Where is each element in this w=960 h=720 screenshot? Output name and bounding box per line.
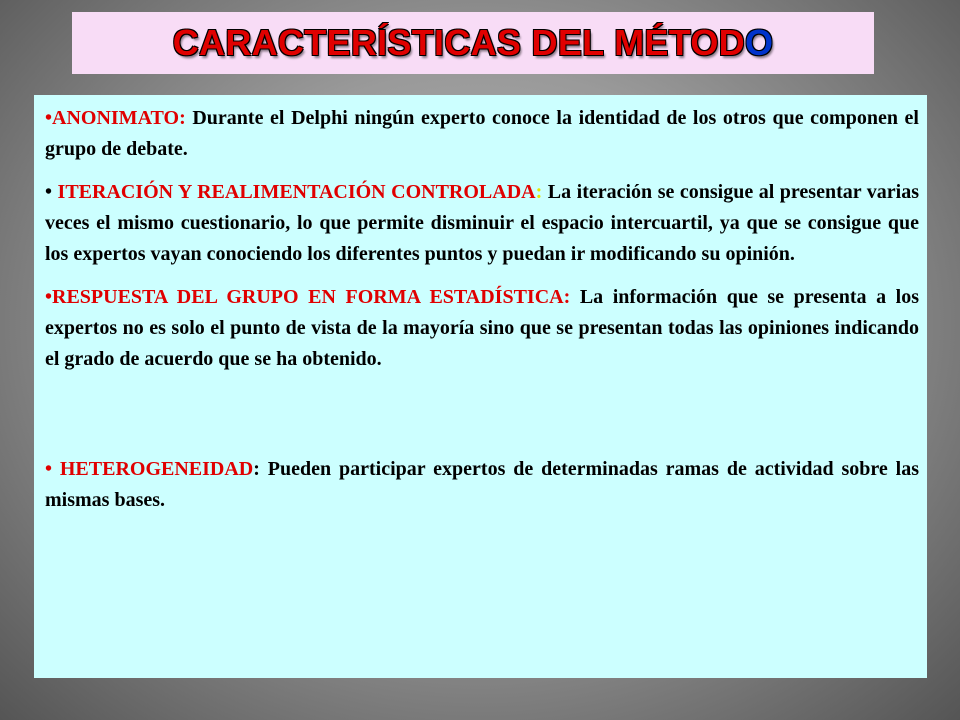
- description-iteracion: La iteración se consigue al presentar varias veces el mismo cuestionario, lo que permite disminuir el espacio intercuartil, ya que se consigue que los expertos vayan conociendo los diferentes puntos y puedan ir modificando su opinión.: [45, 181, 919, 265]
- spacer: [45, 387, 919, 454]
- description-anonimato: Durante el Delphi ningún experto conoce la identidad de los otros que componen el grupo de debate.: [45, 107, 919, 160]
- list-item-heterogeneidad: [45, 454, 919, 516]
- title-main: CARACTERÍSTICAS DEL MÉTOD: [172, 22, 745, 63]
- title-box: [72, 12, 874, 74]
- bullet: •: [45, 107, 53, 129]
- term-iteracion: ITERACIÓN Y REALIMENTACIÓN CONTROLADA: [57, 181, 536, 203]
- content-box: [34, 95, 927, 678]
- title-accent-letter: O: [744, 22, 774, 63]
- description-heterogeneidad: Pueden participar expertos de determinadas ramas de actividad sobre las mismas bases.: [45, 458, 919, 511]
- term-respuesta: RESPUESTA DEL GRUPO EN FORMA ESTADÍSTICA: [52, 286, 564, 308]
- separator: :: [563, 286, 580, 308]
- bullet: •: [45, 181, 58, 203]
- slide-title: [173, 22, 774, 64]
- term-heterogeneidad: HETEROGENEIDAD: [59, 458, 254, 480]
- list-item-anonimato: [45, 103, 919, 165]
- description-respuesta: La información que se presenta a los expertos no es solo el punto de vista de la mayoría sino que se presentan todas las opiniones indicando el grado de acuerdo que se ha obtenido.: [45, 286, 919, 370]
- separator: :: [535, 181, 548, 203]
- list-item-respuesta: [45, 282, 919, 375]
- list-item-iteracion: [45, 177, 919, 270]
- separator: :: [179, 107, 193, 129]
- term-anonimato: ANONIMATO: [52, 107, 180, 129]
- bullet: •: [45, 286, 53, 308]
- bullet: •: [45, 458, 60, 480]
- separator: :: [253, 458, 268, 480]
